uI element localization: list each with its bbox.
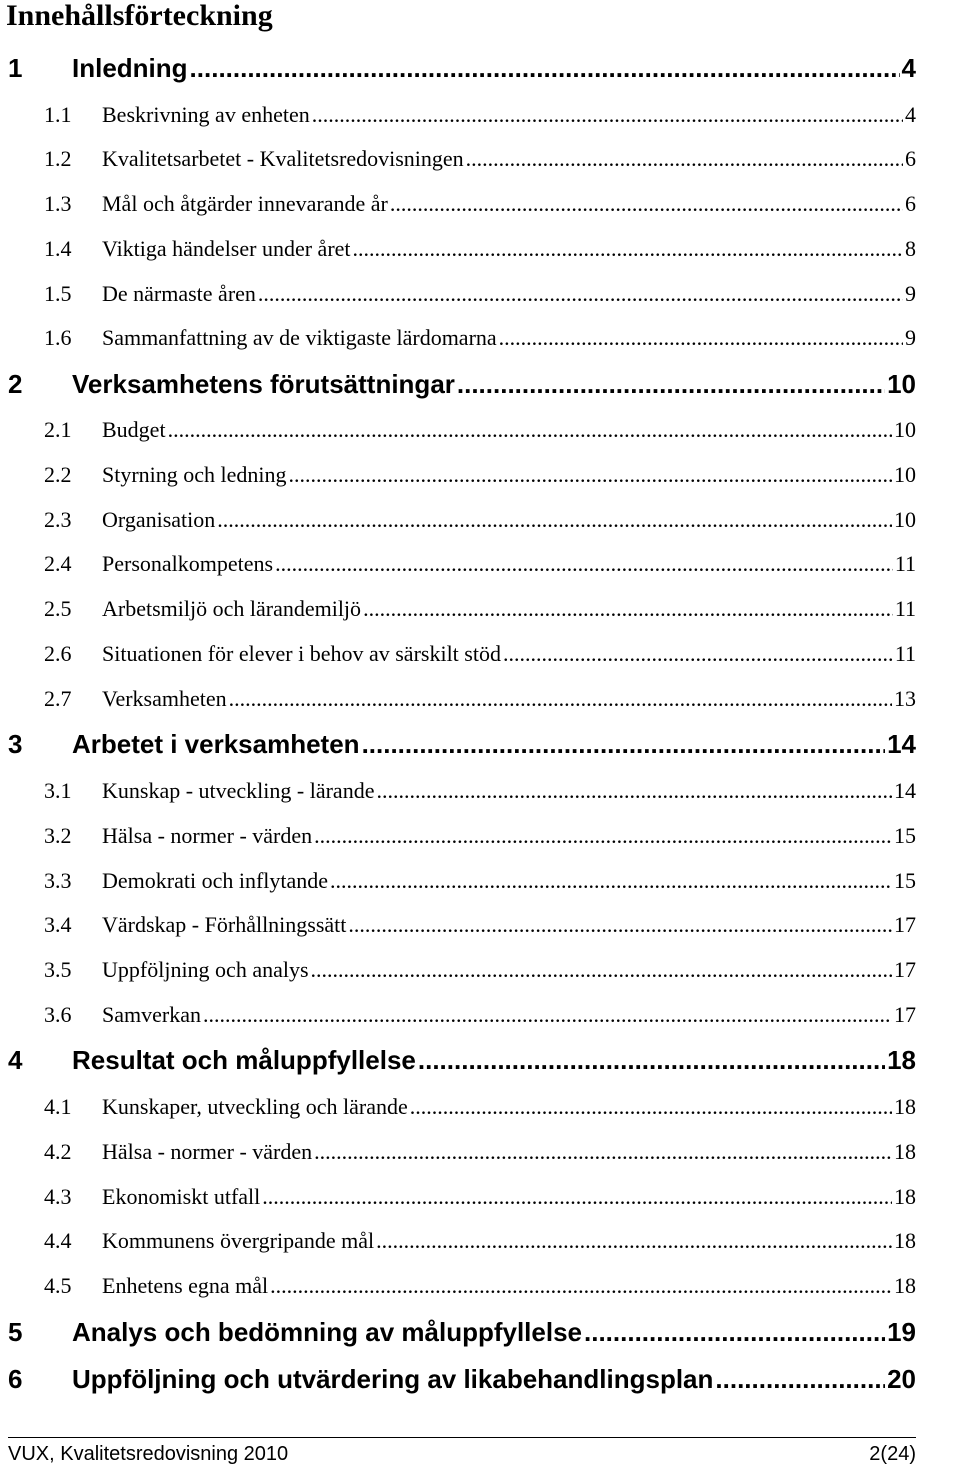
toc-entry-number: 3.2 — [44, 823, 72, 848]
toc-entry-number: 4.5 — [44, 1273, 72, 1298]
toc-entry-label: Verksamhetens förutsättningar — [72, 369, 455, 399]
toc-entry-number: 2.5 — [44, 596, 72, 621]
toc-entry-number: 1.2 — [44, 146, 72, 171]
toc-entry-label: Beskrivning av enheten — [102, 102, 310, 127]
toc-section-entry[interactable] — [0, 866, 960, 896]
toc-dot-leader — [503, 639, 893, 669]
toc-dot-leader — [289, 460, 892, 490]
toc-entry-page-number: 18 — [894, 1094, 916, 1119]
toc-dot-leader — [466, 144, 903, 174]
toc-entry-number: 3 — [8, 729, 23, 759]
toc-section-entry[interactable] — [0, 460, 960, 490]
toc-entry-page-number: 18 — [894, 1273, 916, 1298]
toc-entry-page-number: 9 — [905, 281, 916, 306]
toc-entry-number: 1.5 — [44, 281, 72, 306]
toc-section-entry[interactable] — [0, 1137, 960, 1167]
toc-entry-page-number: 10 — [894, 417, 916, 442]
toc-entry-number: 4.2 — [44, 1139, 72, 1164]
toc-entry-label: Organisation — [102, 507, 216, 532]
toc-dot-leader — [229, 684, 892, 714]
toc-entry-line — [102, 323, 916, 353]
toc-entry-page-number: 10 — [894, 507, 916, 532]
toc-entry-label: Kommunens övergripande mål — [102, 1228, 375, 1253]
toc-dot-leader — [262, 1182, 892, 1212]
toc-entry-label: Kunskaper, utveckling och lärande — [102, 1094, 408, 1119]
toc-section-entry[interactable] — [0, 1000, 960, 1030]
toc-entry-label: Personalkompetens — [102, 551, 274, 576]
toc-entry-page-number: 17 — [894, 1002, 916, 1027]
toc-dot-leader — [312, 100, 903, 130]
toc-dot-leader — [362, 726, 886, 762]
toc-entry-number: 4 — [8, 1045, 23, 1075]
toc-entry-page-number: 10 — [894, 462, 916, 487]
toc-entry-label: Arbetet i verksamheten — [72, 729, 360, 759]
toc-entry-line — [102, 100, 916, 130]
toc-entry-number: 3.6 — [44, 1002, 72, 1027]
toc-entry-page-number: 14 — [894, 778, 916, 803]
toc-section-entry[interactable] — [0, 144, 960, 174]
toc-entry-label: Enhetens egna mål — [102, 1273, 269, 1298]
toc-dot-leader — [311, 955, 892, 985]
toc-dot-leader — [190, 50, 900, 86]
toc-entry-line — [102, 955, 916, 985]
toc-entry-number: 3.1 — [44, 778, 72, 803]
toc-entry-page-number: 19 — [887, 1317, 916, 1347]
toc-entry-label: Ekonomiskt utfall — [102, 1184, 261, 1209]
toc-chapter-entry[interactable] — [0, 726, 960, 762]
toc-entry-page-number: 13 — [894, 686, 916, 711]
toc-entry-number: 1.6 — [44, 325, 72, 350]
toc-dot-leader — [390, 189, 903, 219]
toc-entry-number: 2.3 — [44, 507, 72, 532]
toc-entry-number: 2.7 — [44, 686, 72, 711]
toc-entry-line — [102, 189, 916, 219]
toc-section-entry[interactable] — [0, 323, 960, 353]
toc-entry-label: Uppföljning och utvärdering av likabehandlingsplan — [72, 1364, 714, 1394]
toc-entry-page-number: 4 — [905, 102, 916, 127]
toc-entry-number: 6 — [8, 1364, 23, 1394]
toc-entry-label: Demokrati och inflytande — [102, 868, 329, 893]
toc-entry-label: De närmaste åren — [102, 281, 256, 306]
toc-section-entry[interactable] — [0, 1182, 960, 1212]
toc-entry-line — [102, 1182, 916, 1212]
toc-section-entry[interactable] — [0, 1092, 960, 1122]
toc-entry-line — [102, 234, 916, 264]
toc-entry-line — [102, 684, 916, 714]
toc-entry-page-number: 15 — [894, 823, 916, 848]
toc-entry-label: Uppföljning och analys — [102, 957, 309, 982]
toc-dot-leader — [353, 234, 903, 264]
toc-section-entry[interactable] — [0, 234, 960, 264]
toc-section-entry[interactable] — [0, 1271, 960, 1301]
toc-dot-leader — [314, 821, 892, 851]
footer-document-name: VUX, Kvalitetsredovisning 2010 — [8, 1443, 289, 1465]
toc-dot-leader — [584, 1314, 885, 1350]
toc-entry-label: Inledning — [72, 53, 188, 83]
toc-entry-page-number: 18 — [894, 1139, 916, 1164]
toc-entry-page-number: 11 — [894, 596, 916, 621]
footer-rule — [8, 1437, 916, 1438]
toc-entry-label: Sammanfattning av de viktigaste lärdomarna — [102, 325, 497, 350]
toc-entry-line — [102, 910, 916, 940]
toc-entry-label: Analys och bedömning av måluppfyllelse — [72, 1317, 583, 1347]
toc-entry-number: 3.5 — [44, 957, 72, 982]
toc-chapter-entry[interactable] — [0, 1042, 960, 1078]
toc-entry-line — [72, 1042, 916, 1078]
toc-entry-page-number: 6 — [905, 146, 916, 171]
toc-section-entry[interactable] — [0, 684, 960, 714]
toc-section-entry[interactable] — [0, 776, 960, 806]
toc-dot-leader — [376, 1226, 892, 1256]
toc-dot-leader — [314, 1137, 892, 1167]
toc-section-entry[interactable] — [0, 549, 960, 579]
toc-entry-label: Hälsa - normer - värden — [102, 823, 313, 848]
toc-entry-number: 4.1 — [44, 1094, 72, 1119]
toc-entry-line — [102, 549, 916, 579]
toc-entry-line — [102, 460, 916, 490]
toc-dot-leader — [457, 366, 885, 402]
toc-entry-label: Styrning och ledning — [102, 462, 287, 487]
toc-entry-page-number: 6 — [905, 191, 916, 216]
toc-entry-number: 4.4 — [44, 1228, 72, 1253]
toc-entry-label: Viktiga händelser under året — [102, 236, 351, 261]
toc-entry-label: Situationen för elever i behov av särskilt stöd — [102, 641, 501, 666]
toc-entry-label: Värdskap - Förhållningssätt — [102, 912, 347, 937]
toc-entry-number: 1.3 — [44, 191, 72, 216]
toc-entry-number: 3.4 — [44, 912, 72, 937]
toc-entry-line — [102, 1226, 916, 1256]
toc-entry-number: 4.3 — [44, 1184, 72, 1209]
toc-entry-line — [72, 726, 916, 762]
toc-dot-leader — [258, 279, 903, 309]
toc-section-entry[interactable] — [0, 100, 960, 130]
toc-entry-label: Kvalitetsarbetet - Kvalitetsredovisningen — [102, 146, 464, 171]
toc-dot-leader — [203, 1000, 892, 1030]
toc-entry-line — [102, 821, 916, 851]
toc-entry-label: Kunskap - utveckling - lärande — [102, 778, 375, 803]
toc-entry-number: 1.1 — [44, 102, 72, 127]
toc-dot-leader — [348, 910, 892, 940]
toc-entry-number: 2.2 — [44, 462, 72, 487]
toc-section-entry[interactable] — [0, 910, 960, 940]
toc-chapter-entry[interactable] — [0, 1361, 960, 1397]
toc-dot-leader — [376, 776, 892, 806]
toc-section-entry[interactable] — [0, 821, 960, 851]
toc-entry-line — [102, 1271, 916, 1301]
toc-entry-page-number: 14 — [887, 729, 916, 759]
toc-entry-page-number: 11 — [894, 551, 916, 576]
toc-dot-leader — [410, 1092, 892, 1122]
toc-chapter-entry[interactable] — [0, 50, 960, 86]
toc-dot-leader — [330, 866, 892, 896]
toc-entry-line — [102, 1000, 916, 1030]
toc-entry-number: 2.6 — [44, 641, 72, 666]
toc-dot-leader — [168, 415, 892, 445]
toc-entry-number: 3.3 — [44, 868, 72, 893]
toc-dot-leader — [499, 323, 903, 353]
toc-entry-number: 1 — [8, 53, 23, 83]
toc-entry-line — [102, 1092, 916, 1122]
toc-entry-number: 1.4 — [44, 236, 72, 261]
toc-entry-line — [102, 144, 916, 174]
toc-dot-leader — [217, 505, 892, 535]
toc-dot-leader — [715, 1361, 885, 1397]
toc-entry-page-number: 18 — [894, 1184, 916, 1209]
toc-section-entry[interactable] — [0, 955, 960, 985]
toc-entry-line — [102, 776, 916, 806]
toc-entry-page-number: 17 — [894, 957, 916, 982]
toc-dot-leader — [418, 1042, 885, 1078]
toc-entry-page-number: 8 — [905, 236, 916, 261]
toc-entry-line — [72, 1361, 916, 1397]
toc-entry-number: 5 — [8, 1317, 23, 1347]
toc-entry-line — [72, 50, 916, 86]
toc-entry-label: Hälsa - normer - värden — [102, 1139, 313, 1164]
toc-chapter-entry[interactable] — [0, 366, 960, 402]
toc-entry-label: Samverkan — [102, 1002, 201, 1027]
toc-section-entry[interactable] — [0, 279, 960, 309]
toc-section-entry[interactable] — [0, 1226, 960, 1256]
toc-entry-page-number: 11 — [894, 641, 916, 666]
toc-entry-number: 2.1 — [44, 417, 72, 442]
toc-entry-page-number: 20 — [887, 1364, 916, 1394]
toc-entry-line — [72, 1314, 916, 1350]
toc-entry-line — [102, 415, 916, 445]
toc-dot-leader — [270, 1271, 892, 1301]
toc-entry-label: Arbetsmiljö och lärandemiljö — [102, 596, 362, 621]
toc-section-entry[interactable] — [0, 415, 960, 445]
toc-section-entry[interactable] — [0, 505, 960, 535]
toc-entry-page-number: 10 — [887, 369, 916, 399]
footer-page-number: 2(24) — [869, 1443, 916, 1465]
toc-entry-page-number: 9 — [905, 325, 916, 350]
toc-section-entry[interactable] — [0, 189, 960, 219]
toc-entry-number: 2.4 — [44, 551, 72, 576]
toc-entry-page-number: 18 — [887, 1045, 916, 1075]
toc-entry-line — [102, 594, 916, 624]
toc-entry-page-number: 17 — [894, 912, 916, 937]
toc-entry-page-number: 15 — [894, 868, 916, 893]
toc-entry-line — [102, 279, 916, 309]
toc-entry-label: Budget — [102, 417, 166, 442]
toc-entry-label: Mål och åtgärder innevarande år — [102, 191, 388, 216]
toc-section-entry[interactable] — [0, 639, 960, 669]
toc-entry-label: Verksamheten — [102, 686, 227, 711]
document-title: Innehållsförteckning — [6, 0, 273, 32]
toc-entry-line — [102, 505, 916, 535]
toc-entry-line — [102, 1137, 916, 1167]
toc-entry-page-number: 4 — [901, 53, 916, 83]
toc-entry-line — [102, 866, 916, 896]
toc-entry-number: 2 — [8, 369, 23, 399]
toc-dot-leader — [275, 549, 893, 579]
toc-dot-leader — [363, 594, 893, 624]
toc-entry-line — [102, 639, 916, 669]
toc-entry-line — [72, 366, 916, 402]
toc-entry-page-number: 18 — [894, 1228, 916, 1253]
toc-entry-label: Resultat och måluppfyllelse — [72, 1045, 416, 1075]
toc-chapter-entry[interactable] — [0, 1314, 960, 1350]
toc-section-entry[interactable] — [0, 594, 960, 624]
